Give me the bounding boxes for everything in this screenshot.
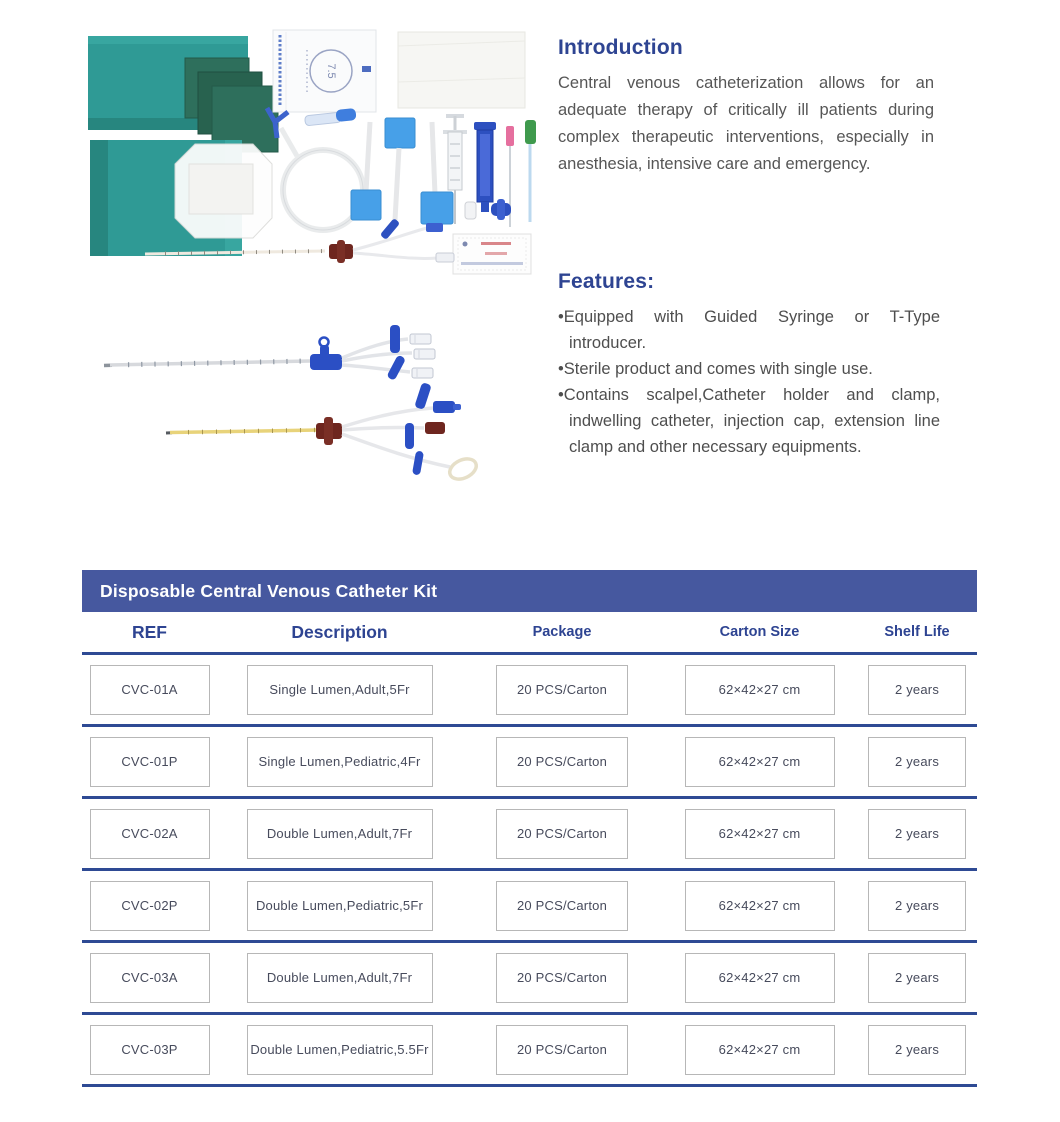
sterile-pouch xyxy=(273,30,376,112)
cell-carton-size: 62×42×27 cm xyxy=(685,665,835,715)
feature-item xyxy=(558,356,940,382)
feature-item xyxy=(558,304,940,356)
vial-cap xyxy=(465,202,476,219)
spec-table-header-row xyxy=(82,612,977,655)
introduction-heading: Introduction xyxy=(558,36,683,59)
sponge-applicators xyxy=(351,118,453,224)
feature-text: Contains scalpel,Catheter holder and clamp, indwelling catheter, injection cap, extension line clamp and other necessary equipments. xyxy=(563,386,940,456)
introducer-needle-green xyxy=(525,120,536,222)
drape-with-dressing xyxy=(90,140,272,256)
cell-package: 20 PCS/Carton xyxy=(496,809,628,859)
cell-shelf-life: 2 years xyxy=(868,881,966,931)
cell-description: Double Lumen,Pediatric,5Fr xyxy=(247,881,433,931)
pouch-size-label: 7.5 xyxy=(325,63,338,79)
column-header-carton-size: Carton Size xyxy=(719,624,800,640)
cell-shelf-life: 2 years xyxy=(868,665,966,715)
product-photo-kit-components xyxy=(85,22,540,284)
cell-package: 20 PCS/Carton xyxy=(496,881,628,931)
cell-carton-size: 62×42×27 cm xyxy=(685,953,835,1003)
feature-text: Sterile product and comes with single use. xyxy=(563,360,873,378)
cell-package: 20 PCS/Carton xyxy=(496,665,628,715)
cell-ref: CVC-01P xyxy=(90,737,210,787)
cell-description: Double Lumen,Adult,7Fr xyxy=(247,953,433,1003)
guidewire-coil xyxy=(267,108,363,230)
cell-description: Single Lumen,Pediatric,4Fr xyxy=(247,737,433,787)
cell-description: Double Lumen,Pediatric,5.5Fr xyxy=(247,1025,433,1075)
table-row xyxy=(82,1015,977,1087)
table-row xyxy=(82,943,977,1015)
bullet-glyph: • xyxy=(558,308,564,326)
syringe-blue xyxy=(474,122,496,212)
cell-package: 20 PCS/Carton xyxy=(496,953,628,1003)
connector-maroon xyxy=(425,422,445,434)
cell-package: 20 PCS/Carton xyxy=(496,1025,628,1075)
luer-connectors-clear xyxy=(410,334,435,378)
cell-carton-size: 62×42×27 cm xyxy=(685,809,835,859)
cell-ref: CVC-03A xyxy=(90,953,210,1003)
cell-ref: CVC-03P xyxy=(90,1025,210,1075)
catheter-yellow-triple-lumen xyxy=(166,382,479,483)
connector-blue xyxy=(433,401,461,413)
features-list xyxy=(558,304,940,460)
column-header-package: Package xyxy=(532,624,592,640)
cell-shelf-life: 2 years xyxy=(868,737,966,787)
product-photo-catheters xyxy=(58,295,543,505)
features-heading: Features: xyxy=(558,270,655,293)
features-section xyxy=(558,270,940,460)
cell-package: 20 PCS/Carton xyxy=(496,737,628,787)
spec-table-title: Disposable Central Venous Catheter Kit xyxy=(82,570,977,612)
column-header-shelf-life: Shelf Life xyxy=(884,624,950,640)
suture-package xyxy=(453,234,531,274)
cell-shelf-life: 2 years xyxy=(868,953,966,1003)
catheter-hub-maroon xyxy=(316,417,342,445)
cell-ref: CVC-02P xyxy=(90,881,210,931)
feature-item xyxy=(558,382,940,460)
bullet-glyph: • xyxy=(558,386,564,404)
column-header-ref: REF xyxy=(132,621,167,642)
cell-ref: CVC-02A xyxy=(90,809,210,859)
bullet-glyph: • xyxy=(558,360,564,378)
cell-description: Double Lumen,Adult,7Fr xyxy=(247,809,433,859)
cell-carton-size: 62×42×27 cm xyxy=(685,881,835,931)
folded-sheet xyxy=(398,32,525,108)
cell-description: Single Lumen,Adult,5Fr xyxy=(247,665,433,715)
clamp-blue-round xyxy=(491,199,511,220)
catheter-white-triple-lumen xyxy=(104,325,435,381)
table-row xyxy=(82,727,977,799)
cell-shelf-life: 2 years xyxy=(868,809,966,859)
introduction-section xyxy=(558,36,934,178)
table-row xyxy=(82,799,977,871)
cell-ref: CVC-01A xyxy=(90,665,210,715)
cell-carton-size: 62×42×27 cm xyxy=(685,737,835,787)
cell-carton-size: 62×42×27 cm xyxy=(685,1025,835,1075)
introduction-paragraph: Central venous catheterization allows for an adequate therapy of critically ill patients during complex therapeutic interventions, especially in anesthesia, intensive care and emergency. xyxy=(558,74,934,173)
table-row xyxy=(82,871,977,943)
catheter-hub-blue xyxy=(310,338,342,371)
column-header-description: Description xyxy=(291,621,388,642)
spec-table xyxy=(82,570,977,1087)
catheter-tip-loop xyxy=(447,455,480,483)
table-row xyxy=(82,655,977,727)
cell-shelf-life: 2 years xyxy=(868,1025,966,1075)
gauze-squares xyxy=(185,58,278,152)
feature-text: Equipped with Guided Syringe or T-Type introducer. xyxy=(563,308,940,352)
